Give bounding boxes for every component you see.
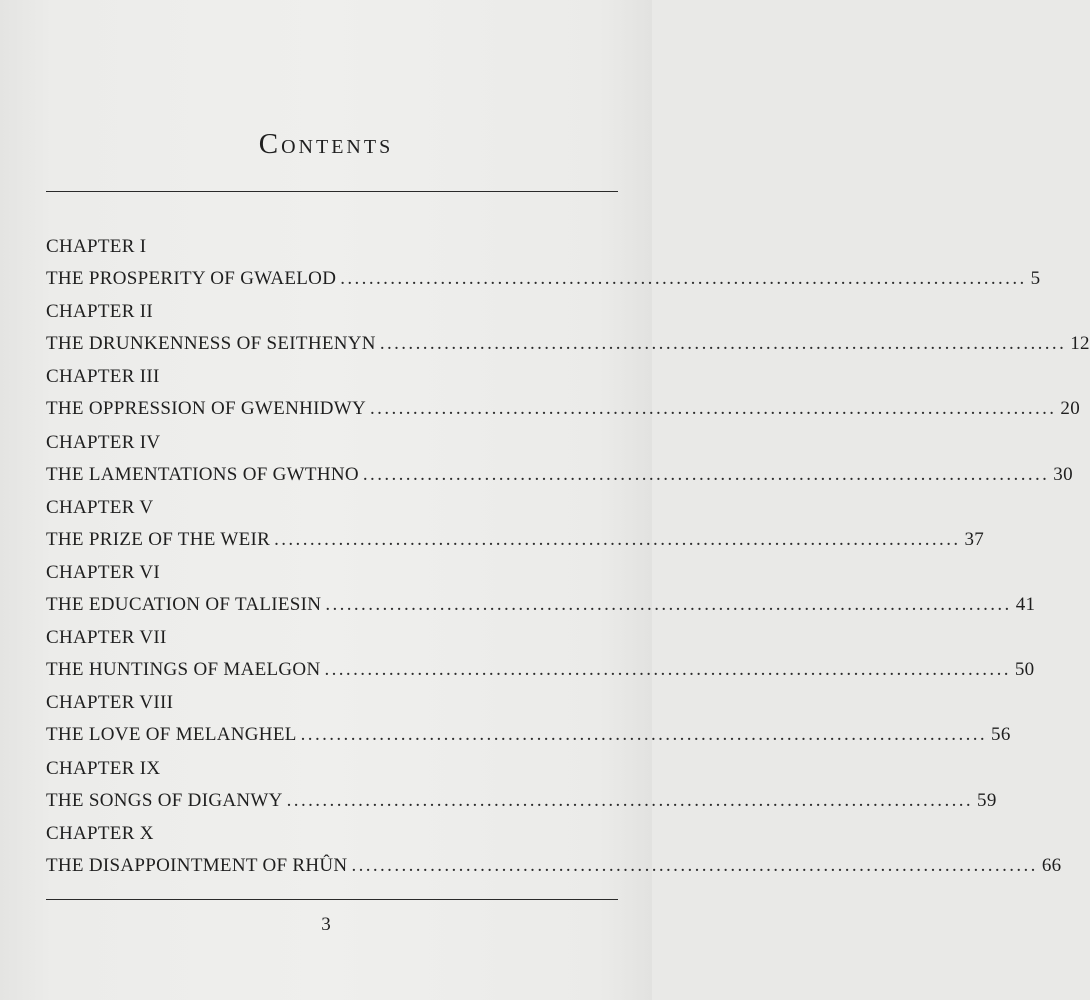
dot-leader: ................................................................................................ (325, 593, 1012, 615)
page-number: 20 (1060, 398, 1081, 420)
top-rule (46, 191, 618, 192)
chapter-number: CHAPTER X (46, 822, 154, 844)
dot-leader: ................................................................................................ (362, 463, 1050, 485)
toc-line (46, 720, 1011, 752)
chapter-title: THE PROSPERITY OF GWAELOD (46, 268, 337, 289)
dot-leader: ................................................................................................ (300, 724, 988, 746)
toc-line (46, 851, 1062, 883)
dot-leader: ................................................................................................ (351, 854, 1038, 876)
toc-entry (46, 558, 1036, 623)
toc-line (46, 525, 985, 557)
page-number: 41 (1015, 593, 1036, 615)
toc-line (46, 394, 1081, 426)
bottom-rule (46, 899, 618, 900)
chapter-number: CHAPTER VII (46, 627, 167, 649)
toc-line (46, 264, 1041, 296)
dot-leader: ................................................................................................ (370, 398, 1057, 420)
chapter-number: CHAPTER IX (46, 757, 161, 779)
chapter-number: CHAPTER VIII (46, 692, 174, 714)
dot-leader: ................................................................................................ (340, 268, 1027, 289)
chapter-title: THE LAMENTATIONS OF GWTHNO (46, 463, 359, 485)
chapter-title: THE HUNTINGS OF MAELGON (46, 659, 321, 681)
dot-leader: ................................................................................................ (324, 659, 1011, 681)
dot-leader: ................................................................................................ (274, 528, 961, 550)
toc-entry (46, 754, 997, 819)
table-of-contents (46, 232, 1090, 884)
chapter-title: THE LOVE OF MELANGHEL (46, 724, 297, 746)
chapter-number: CHAPTER V (46, 496, 154, 518)
toc-entry (46, 428, 1073, 493)
chapter-number: CHAPTER VI (46, 561, 161, 583)
toc-entry (46, 819, 1062, 884)
chapter-number: CHAPTER IV (46, 431, 161, 453)
dot-leader: ................................................................................................ (286, 789, 974, 811)
toc-entry (46, 362, 1081, 427)
page-number: 50 (1014, 659, 1035, 681)
toc-line (46, 590, 1036, 622)
chapter-title: THE DRUNKENNESS OF SEITHENYN (46, 333, 376, 355)
page-number: 12 (1070, 333, 1090, 355)
page-number: 66 (1041, 854, 1062, 876)
folio-number: 3 (321, 914, 331, 935)
page-number: 30 (1053, 463, 1073, 485)
chapter-number: CHAPTER I (46, 236, 147, 257)
toc-entry (46, 297, 1090, 362)
toc-line (46, 329, 1090, 361)
toc-line (46, 655, 1035, 687)
toc-entry (46, 232, 1041, 297)
chapter-title: THE EDUCATION OF TALIESIN (46, 593, 322, 615)
toc-entry (46, 623, 1035, 688)
page-title: Contents (258, 128, 394, 160)
chapter-title: THE PRIZE OF THE WEIR (46, 528, 271, 550)
chapter-title: THE OPPRESSION OF GWENHIDWY (46, 398, 367, 420)
toc-line (46, 460, 1073, 492)
dot-leader: ................................................................................................ (379, 333, 1067, 355)
chapter-number: CHAPTER III (46, 366, 160, 388)
page-number: 5 (1030, 268, 1041, 289)
page-number: 56 (991, 724, 1011, 746)
toc-entry (46, 493, 985, 558)
chapter-title: THE SONGS OF DIGANWY (46, 789, 283, 811)
chapter-number: CHAPTER II (46, 301, 153, 323)
page-number: 59 (977, 789, 997, 811)
toc-entry (46, 688, 1011, 753)
chapter-title: THE DISAPPOINTMENT OF RHÛN (46, 854, 348, 876)
toc-line (46, 786, 997, 818)
page-number: 37 (964, 528, 985, 550)
